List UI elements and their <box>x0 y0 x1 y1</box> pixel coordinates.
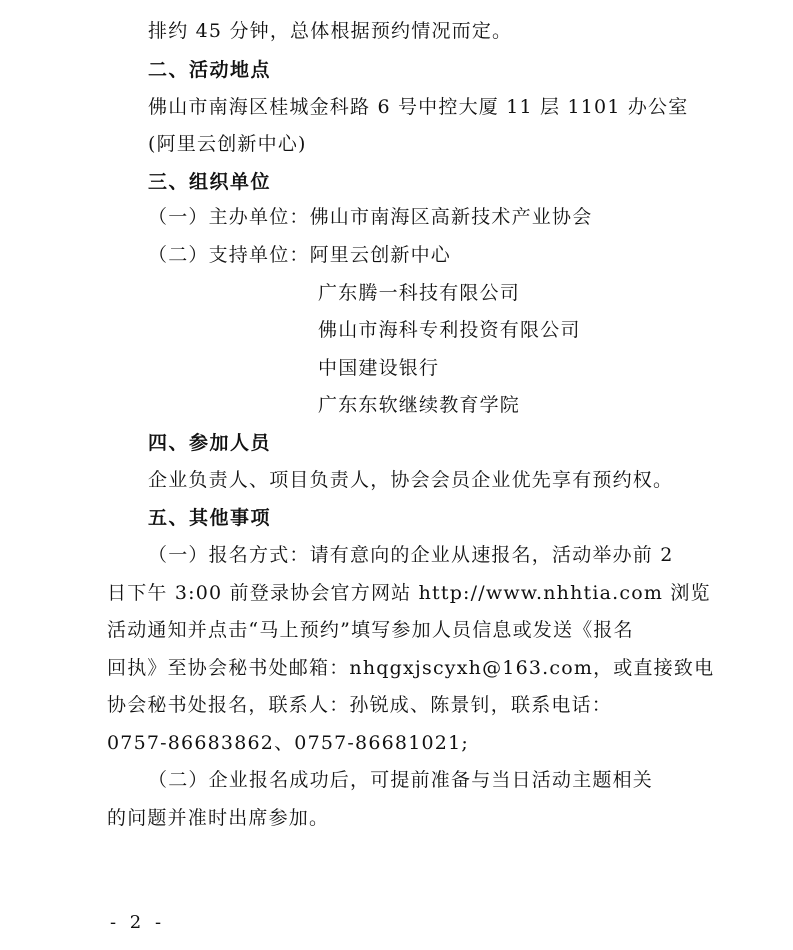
location-address: 佛山市南海区桂城金科路 6 号中控大厦 11 层 1101 办公室 <box>148 96 689 118</box>
section-heading-organizers: 三、组织单位 <box>148 171 272 193</box>
paragraph-line: 排约 45 分钟，总体根据预约情况而定。 <box>148 20 513 42</box>
participants-text: 企业负责人、项目负责人，协会会员企业优先享有预约权。 <box>148 469 674 491</box>
support-unit: 广东东软继续教育学院 <box>318 394 521 416</box>
organizer-line: （一）主办单位：佛山市南海区高新技术产业协会 <box>148 206 593 228</box>
registration-text-line: 日下午 3:00 前登录协会官方网站 http://www.nhhtia.com 浏览 <box>107 582 711 604</box>
preparation-text-line: （二）企业报名成功后，可提前准备与当日活动主题相关 <box>148 769 654 791</box>
section-heading-location: 二、活动地点 <box>148 59 272 81</box>
registration-text-line: （一）报名方式：请有意向的企业从速报名，活动举办前 2 <box>148 544 674 566</box>
registration-text-line: 回执》至协会秘书处邮箱：nhqgxjscyxh@163.com，或直接致电 <box>107 657 715 679</box>
preparation-text-line: 的问题并准时出席参加。 <box>107 807 330 829</box>
section-heading-participants: 四、参加人员 <box>148 432 272 454</box>
section-heading-other-matters: 五、其他事项 <box>148 507 272 529</box>
page-number: - 2 - <box>110 912 166 933</box>
location-note: (阿里云创新中心) <box>148 133 307 155</box>
contact-phone-numbers: 0757-86683862、0757-86681021; <box>107 732 469 754</box>
support-unit: 佛山市海科专利投资有限公司 <box>318 319 581 341</box>
support-line: （二）支持单位：阿里云创新中心 <box>148 244 452 266</box>
registration-text-line: 协会秘书处报名，联系人：孙锐成、陈景钊，联系电话： <box>107 694 613 716</box>
support-unit: 中国建设银行 <box>318 357 440 379</box>
support-unit: 广东腾一科技有限公司 <box>318 282 521 304</box>
registration-text-line: 活动通知并点击“马上预约”填写参加人员信息或发送《报名 <box>107 619 634 641</box>
